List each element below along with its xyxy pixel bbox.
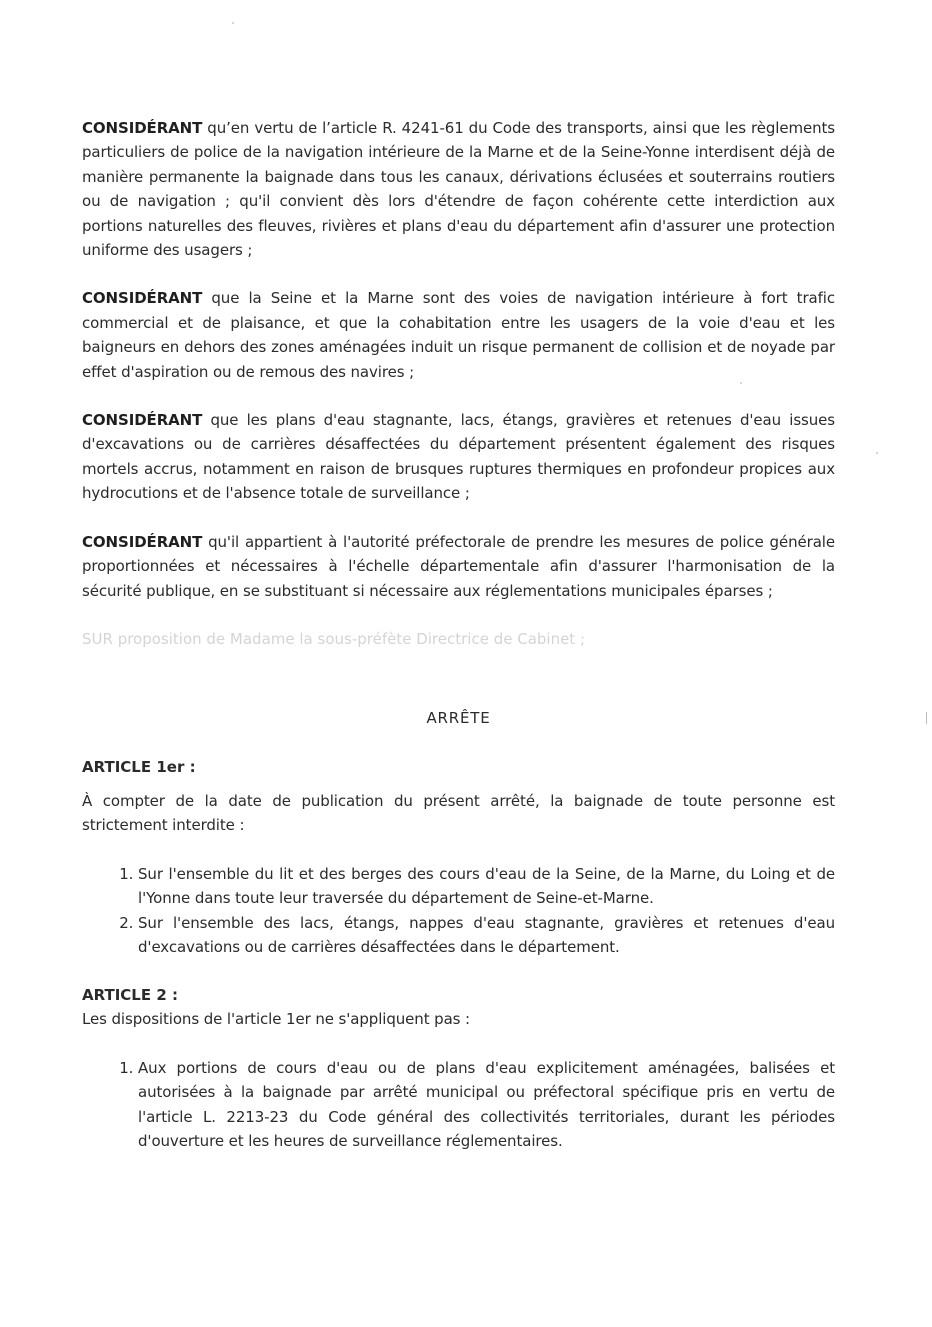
article-2-heading: ARTICLE 2 : <box>82 986 178 1005</box>
considerant-text: que les plans d'eau stagnante, lacs, étangs, gravières et retenues d'eau issues d'excavations ou de carrières désaffectées du département présentent également des risques mortels accrus, notamment en raison de brusques ruptures thermiques en profondeur propices aux hydrocutions et de l'absence totale de surveillance ; <box>82 411 835 503</box>
article-2-list <box>82 1056 835 1154</box>
considerant-text: que la Seine et la Marne sont des voies de navigation intérieure à fort trafic commercial et de plaisance, et que la cohabitation entre les usagers de la voie d'eau et les baigneurs en dehors des zones aménagées induit un risque permanent de collision et de noyade par effet d'aspiration ou de remous des navires ; <box>82 289 835 381</box>
scan-speck <box>232 22 234 24</box>
document-body <box>82 116 835 1153</box>
scan-speck <box>876 452 878 454</box>
considerant-text: qu’en vertu de l’article R. 4241-61 du Code des transports, ainsi que les règlements particuliers de police de la navigation intérieure de la Marne et de la Seine-Yonne interdisent déjà de manière permanente la baignade dans tous les canaux, dérivations éclusées et souterrains routiers ou de navigation ; qu'il convient dès lors d'étendre de façon cohérente cette interdiction aux portions naturelles des fleuves, rivières et plans d'eau du département afin d'assurer une protection uniforme des usagers ; <box>82 119 835 260</box>
considerant-paragraph <box>82 286 835 384</box>
article-1-intro: À compter de la date de publication du présent arrêté, la baignade de toute personne est strictement interdite : <box>82 791 835 835</box>
considerant-paragraph <box>82 530 835 603</box>
article-1-heading: ARTICLE 1er : <box>82 757 196 776</box>
considerant-text: qu'il appartient à l'autorité préfectorale de prendre les mesures de police générale proportionnées et nécessaires à l'échelle départementale afin d'assurer l'harmonisation de la sécurité publique, en se substituant si nécessaire aux réglementations municipales éparses ; <box>82 532 835 600</box>
article-1-list <box>82 862 835 960</box>
considerant-paragraph <box>82 408 835 506</box>
considerant-keyword: CONSIDÉRANT <box>82 289 203 308</box>
considerant-paragraph <box>82 116 835 262</box>
article-1-item: 1. Sur l'ensemble du lit et des berges des cours d'eau de la Seine, de la Marne, du Loing et de l'Yonne dans toute leur traversée du département de Seine-et-Marne. <box>138 862 835 911</box>
arrete-title: ARRÊTE <box>426 708 491 727</box>
considerant-keyword: CONSIDÉRANT <box>82 532 203 551</box>
considerant-keyword: CONSIDÉRANT <box>82 119 203 137</box>
scan-edge-mark <box>926 712 927 724</box>
sur-proposition-line: SUR proposition de Madame la sous-préfète Directrice de Cabinet ; <box>82 629 586 648</box>
article-2-item: 1. Aux portions de cours d'eau ou de plans d'eau explicitement aménagées, balisées et autorisées à la baignade par arrêté municipal ou préfectoral spécifique pris en vertu de l'article L. 2213-23 du Code général des collectivités territoriales, durant les périodes d'ouverture et les heures de surveillance réglementaires. <box>138 1056 835 1154</box>
article-2-intro: Les dispositions de l'article 1er ne s'appliquent pas : <box>82 1010 471 1029</box>
article-1-item: 2. Sur l'ensemble des lacs, étangs, nappes d'eau stagnante, gravières et retenues d'eau d'excavations ou de carrières désaffectées dans le département. <box>138 911 835 960</box>
considerant-keyword: CONSIDÉRANT <box>82 411 203 430</box>
